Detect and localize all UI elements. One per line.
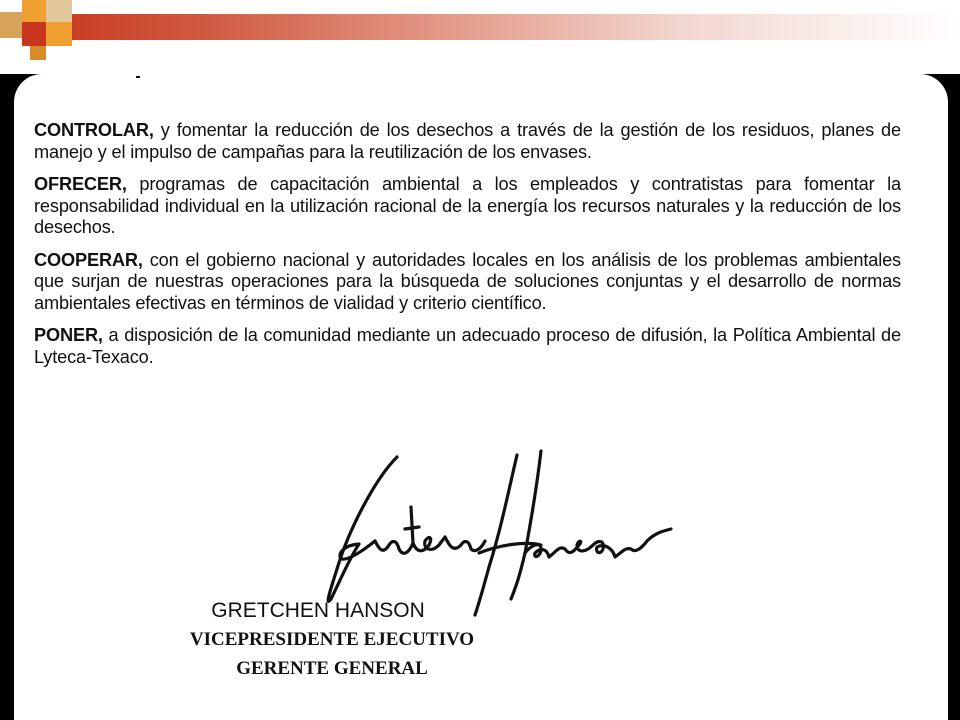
signer-title: VICEPRESIDENTE EJECUTIVO <box>189 629 475 650</box>
paragraph-lead: COOPERAR, <box>34 249 143 270</box>
header-square <box>22 0 46 22</box>
header-gradient-bar <box>30 14 960 40</box>
header-square <box>0 12 22 38</box>
header-square <box>46 22 72 46</box>
paragraph-lead: PONER, <box>34 325 103 345</box>
paragraph-body: programas de capacitación ambiental a los empleados y contratistas para fomentar la responsabilidad individual en la utilización racional de la energía los recursos naturales y la reducción de los desechos. <box>34 174 901 237</box>
header-square <box>46 0 72 22</box>
paragraph-poner <box>34 325 901 368</box>
paragraph-controlar <box>34 120 901 163</box>
paragraph-lead: CONTROLAR, <box>34 120 154 140</box>
signer-subtitle: GERENTE GENERAL <box>236 658 428 679</box>
scanned-page <box>14 74 948 720</box>
policy-text <box>34 120 901 379</box>
header-square <box>30 46 46 60</box>
paragraph-ofrecer <box>34 174 901 239</box>
paragraph-lead: OFRECER, <box>34 174 127 194</box>
paragraph-cooperar <box>34 250 901 315</box>
slide-frame <box>0 74 960 720</box>
paragraph-body: y fomentar la reducción de los desechos a través de la gestión de los residuos, planes de manejo y el impulso de campañas para la reutilización de los envases. <box>34 120 901 162</box>
paragraph-body: con el gobierno nacional y autoridades locales en los análisis de los problemas ambientales que surjan de nuestras operaciones para la búsqueda de soluciones conjuntas y el desarrollo de normas ambientales efectivas en términos de vialidad y criterio científico. <box>34 249 901 313</box>
signer-name: GRETCHEN HANSON <box>211 599 425 622</box>
scan-mark <box>136 76 140 78</box>
paragraph-body: a disposición de la comunidad mediante un adecuado proceso de difusión, la Política Ambiental de Lyteca-Texaco. <box>34 325 901 367</box>
header-square <box>22 22 46 46</box>
handwritten-signature <box>279 449 679 619</box>
